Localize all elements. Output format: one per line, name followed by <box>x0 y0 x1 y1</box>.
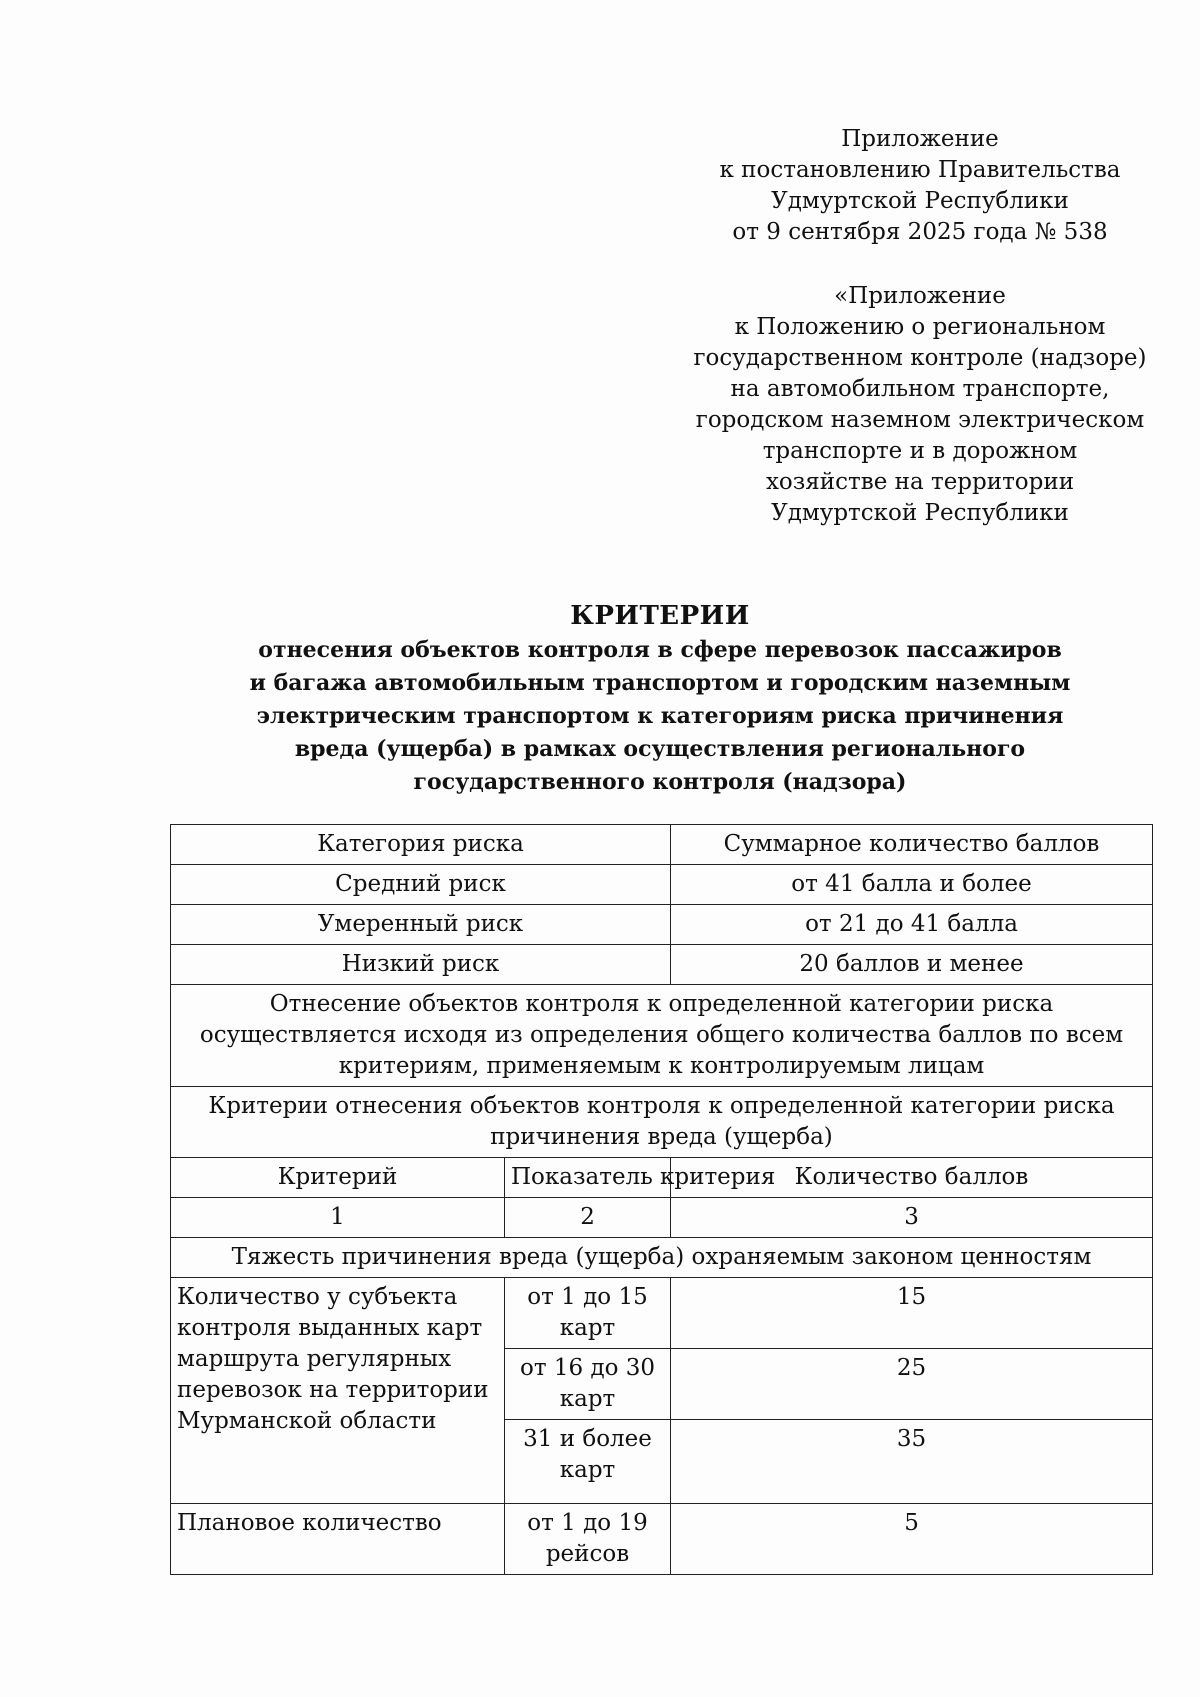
risk-category-cell: Низкий риск <box>171 945 671 985</box>
risk-category-cell: Умеренный риск <box>171 905 671 945</box>
indicator-cell: от 1 до 15 карт <box>505 1278 671 1349</box>
appendix-quoted <box>690 281 1150 529</box>
header-indicator-label: Показатель критерия <box>511 1164 776 1190</box>
points-cell: 15 <box>671 1278 1153 1349</box>
points-cell: 35 <box>671 1420 1153 1504</box>
table-row <box>171 865 1153 905</box>
appendix-header-line: от 9 сентября 2025 года № 538 <box>732 219 1108 245</box>
header-criterion: Критерий <box>171 1158 505 1198</box>
indicator-cell: от 1 до 19 рейсов <box>505 1504 671 1575</box>
criteria-caption-cell: Критерии отнесения объектов контроля к определенной категории риска причинения вреда (ущерба) <box>171 1087 1153 1158</box>
table-row <box>171 1278 1153 1349</box>
indicator-cell: 31 и более карт <box>505 1420 671 1504</box>
indicator-cell: от 16 до 30 карт <box>505 1349 671 1420</box>
appendix-quoted-line: «Приложение <box>834 283 1006 309</box>
risk-category-cell: Средний риск <box>171 865 671 905</box>
points-cell: 25 <box>671 1349 1153 1420</box>
risk-note-cell: Отнесение объектов контроля к определенной категории риска осуществляется исходя из определения общего количества баллов по всем критериям, применяемым к контролируемым лицам <box>171 985 1153 1087</box>
document-subtitle-line: электрическим транспортом к категориям риска причинения <box>256 703 1064 729</box>
appendix-quoted-line: хозяйстве на территории <box>765 469 1075 495</box>
risk-points-cell: от 21 до 41 балла <box>671 905 1153 945</box>
column-number-cell: 1 <box>171 1198 505 1238</box>
document-subtitle-line: вреда (ущерба) в рамках осуществления регионального <box>294 736 1026 762</box>
risk-points-cell: от 41 балла и более <box>671 865 1153 905</box>
criterion-name-cell: Количество у субъекта контроля выданных карт маршрута регулярных перевозок на территории Мурманской области <box>171 1278 505 1504</box>
table-header-row <box>171 1158 1153 1198</box>
document-title: КРИТЕРИИ <box>570 601 750 631</box>
appendix-header-line: Приложение <box>841 126 999 152</box>
header-indicator <box>505 1158 776 1198</box>
appendix-quoted-line: государственном контроле (надзоре) <box>693 345 1147 371</box>
appendix-quoted-line: к Положению о региональном <box>734 314 1106 340</box>
header-total-points: Суммарное количество баллов <box>671 825 1153 865</box>
points-cell: 5 <box>671 1504 1153 1575</box>
table-row <box>171 985 1153 1087</box>
document-subtitle-line: государственного контроля (надзора) <box>413 769 907 795</box>
table-header-row <box>171 825 1153 865</box>
header-points: Количество баллов <box>671 1158 1153 1198</box>
appendix-quoted-line: на автомобильном транспорте, <box>730 376 1110 402</box>
document-subtitle-line: и багажа автомобильным транспортом и городским наземным <box>249 670 1071 696</box>
appendix-quoted-line: Удмуртской Республики <box>771 500 1069 526</box>
table-row <box>171 1087 1153 1158</box>
header-risk-category: Категория риска <box>171 825 671 865</box>
table-row <box>171 945 1153 985</box>
appendix-quoted-line: транспорте и в дорожном <box>762 438 1078 464</box>
table-row <box>171 1504 1153 1575</box>
appendix-header-line: Удмуртской Республики <box>771 188 1069 214</box>
appendix-quoted-line: городском наземном электрическом <box>695 407 1145 433</box>
criterion-name-cell: Плановое количество <box>171 1504 505 1575</box>
table-row <box>171 905 1153 945</box>
appendix-header <box>690 124 1150 248</box>
appendix-header-line: к постановлению Правительства <box>719 157 1121 183</box>
criteria-table <box>170 824 1153 1575</box>
column-number-cell: 3 <box>671 1198 1153 1238</box>
risk-points-cell: 20 баллов и менее <box>671 945 1153 985</box>
section-title-cell: Тяжесть причинения вреда (ущерба) охраняемым законом ценностям <box>171 1238 1153 1278</box>
document-subtitle-line: отнесения объектов контроля в сфере перевозок пассажиров <box>258 637 1062 663</box>
table-row <box>171 1238 1153 1278</box>
column-number-cell: 2 <box>505 1198 671 1238</box>
document-heading <box>160 598 1160 799</box>
table-row <box>171 1198 1153 1238</box>
